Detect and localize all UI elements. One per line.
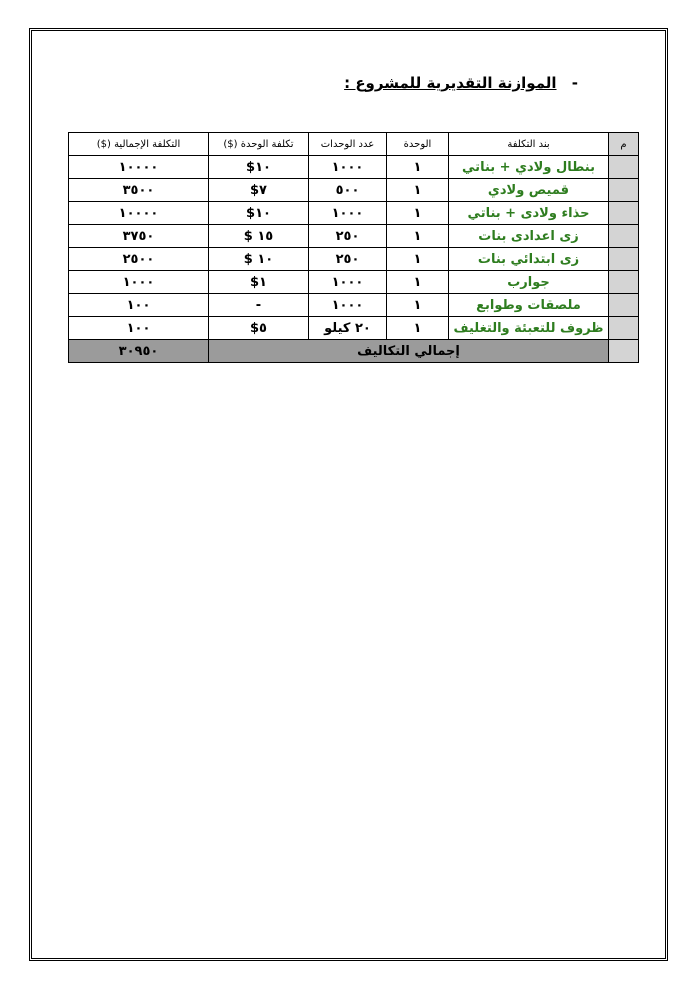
total-row (69, 340, 639, 363)
cell-total-cost: ١٠٠ (69, 294, 209, 317)
cell-m (609, 317, 639, 340)
cell-count: ٥٠٠ (309, 179, 387, 202)
table-row (69, 225, 639, 248)
cell-unit: ١ (387, 317, 449, 340)
cell-item: قميص ولادي (449, 179, 609, 202)
cell-m (609, 156, 639, 179)
heading-title: الموازنة التقديرية للمشروع : (344, 74, 557, 92)
heading-bullet: - (571, 74, 578, 92)
cell-m (609, 294, 639, 317)
cell-count: ١٠٠٠ (309, 202, 387, 225)
cell-unit: ١ (387, 202, 449, 225)
cell-count: ٢٠ كيلو (309, 317, 387, 340)
cell-unit-cost: ١٠$ (209, 156, 309, 179)
cell-unit-cost: ١٥ $ (209, 225, 309, 248)
cell-count: ٢٥٠ (309, 248, 387, 271)
total-value: ٣٠٩٥٠ (69, 340, 209, 363)
cell-unit-cost: ١٠$ (209, 202, 309, 225)
cell-item: جوارب (449, 271, 609, 294)
cell-m (609, 248, 639, 271)
cell-unit: ١ (387, 156, 449, 179)
cell-unit-cost: ١٠ $ (209, 248, 309, 271)
cell-unit: ١ (387, 248, 449, 271)
cell-unit: ١ (387, 271, 449, 294)
cell-unit-cost: ٧$ (209, 179, 309, 202)
table-row (69, 317, 639, 340)
total-cell-m (609, 340, 639, 363)
cell-item: ملصقات وطوابع (449, 294, 609, 317)
header-m: م (609, 133, 639, 156)
cell-total-cost: ١٠٠٠٠ (69, 156, 209, 179)
cell-item: زى ابتدائي بنات (449, 248, 609, 271)
cell-unit-cost: - (209, 294, 309, 317)
table-row (69, 179, 639, 202)
header-total-cost: التكلفة الإجمالية ($) (69, 133, 209, 156)
cell-item: ظروف للتعبئة والتغليف (449, 317, 609, 340)
cell-item: حذاء ولادى + بناتي (449, 202, 609, 225)
cell-m (609, 202, 639, 225)
table-row (69, 202, 639, 225)
cell-total-cost: ١٠٠٠٠ (69, 202, 209, 225)
cell-item: بنطال ولادي + بناتي (449, 156, 609, 179)
header-unit-cost: تكلفة الوحدة ($) (209, 133, 309, 156)
cell-total-cost: ١٠٠ (69, 317, 209, 340)
section-heading (344, 74, 578, 92)
cell-item: زى اعدادى بنات (449, 225, 609, 248)
cell-unit-cost: ٥$ (209, 317, 309, 340)
table-row (69, 271, 639, 294)
header-count: عدد الوحدات (309, 133, 387, 156)
cell-total-cost: ١٠٠٠ (69, 271, 209, 294)
cell-unit: ١ (387, 294, 449, 317)
cell-unit-cost: ١$ (209, 271, 309, 294)
budget-table (68, 132, 639, 363)
table-header-row (69, 133, 639, 156)
cell-count: ٢٥٠ (309, 225, 387, 248)
cell-unit: ١ (387, 225, 449, 248)
cell-count: ١٠٠٠ (309, 294, 387, 317)
cell-total-cost: ٢٥٠٠ (69, 248, 209, 271)
header-unit: الوحدة (387, 133, 449, 156)
cell-count: ١٠٠٠ (309, 156, 387, 179)
cell-m (609, 179, 639, 202)
total-label: إجمالي التكاليف (209, 340, 609, 363)
cell-m (609, 271, 639, 294)
cell-unit: ١ (387, 179, 449, 202)
cell-total-cost: ٣٧٥٠ (69, 225, 209, 248)
header-item: بند التكلفة (449, 133, 609, 156)
table-row (69, 294, 639, 317)
table-row (69, 156, 639, 179)
cell-m (609, 225, 639, 248)
table-row (69, 248, 639, 271)
cell-total-cost: ٣٥٠٠ (69, 179, 209, 202)
cell-count: ١٠٠٠ (309, 271, 387, 294)
